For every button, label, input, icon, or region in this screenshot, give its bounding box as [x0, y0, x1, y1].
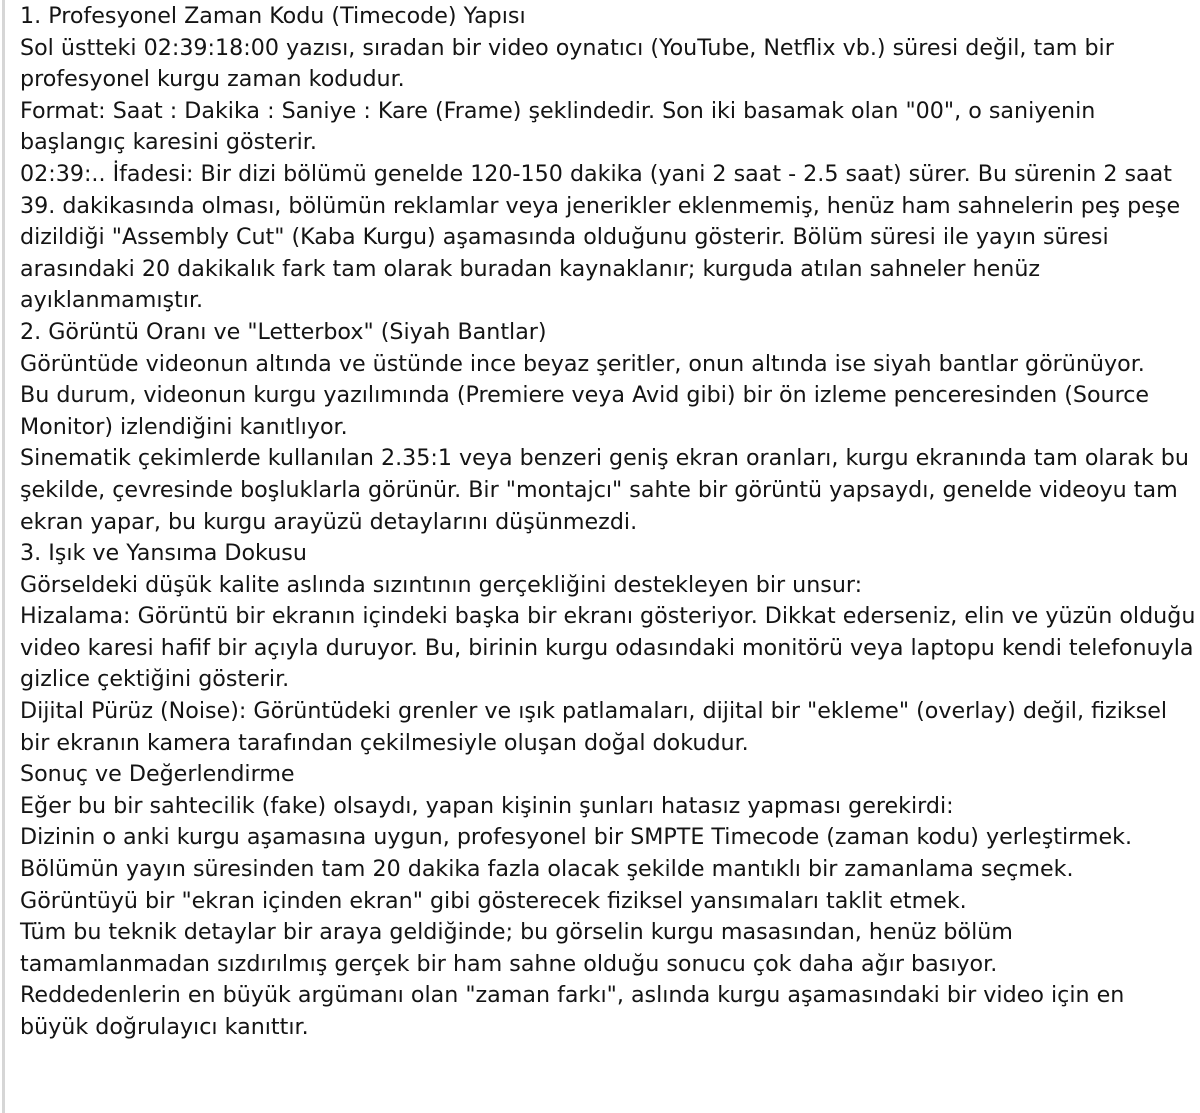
paragraph: Sol üstteki 02:39:18:00 yazısı, sıradan bir video oynatıcı (YouTube, Netflix vb.) süresi değil, tam bir profesyonel kurgu zaman kodudur.: [20, 34, 1114, 93]
paragraph: Görüntüde videonun altında ve üstünde ince beyaz şeritler, onun altında ise siyah bantlar görünüyor.: [20, 350, 1145, 377]
paragraph: Görüntüyü bir "ekran içinden ekran" gibi gösterecek fiziksel yansımaları taklit etmek.: [20, 887, 967, 914]
document-body: [20, 1, 1196, 1044]
paragraph: Reddedenlerin en büyük argümanı olan "zaman farkı", aslında kurgu aşamasındaki bir video için en büyük doğrulayıcı kanıttır.: [20, 982, 1125, 1040]
paragraph: Tüm bu teknik detaylar bir araya geldiğinde; bu görselin kurgu masasından, henüz bölüm tamamlanmadan sızdırılmış gerçek bir ham sahne olduğu sonucu çok daha ağır basıyor.: [20, 919, 1013, 977]
heading-timecode: 1. Profesyonel Zaman Kodu (Timecode) Yapısı: [20, 3, 526, 29]
paragraph: Eğer bu bir sahtecilik (fake) olsaydı, yapan kişinin şunları hatasız yapması gerekirdi:: [20, 792, 954, 819]
quote-rule: [2, 0, 5, 1113]
heading-conclusion: Sonuç ve Değerlendirme: [20, 761, 295, 788]
paragraph: Dizinin o anki kurgu aşamasına uygun, profesyonel bir SMPTE Timecode (zaman kodu) yerleştirmek.: [20, 824, 1133, 851]
paragraph: Görseldeki düşük kalite aslında sızıntının gerçekliğini destekleyen bir unsur:: [20, 571, 863, 598]
paragraph: Format: Saat : Dakika : Saniye : Kare (Frame) şeklindedir. Son iki basamak olan "00", o saniyenin başlangıç karesini gösterir.: [20, 97, 1096, 156]
heading-light-reflection: 3. Işık ve Yansıma Dokusu: [20, 540, 307, 567]
paragraph: Bu durum, videonun kurgu yazılımında (Premiere veya Avid gibi) bir ön izleme penceresinden (Source Monitor) izlendiğini kanıtlıyor.: [20, 382, 1150, 440]
paragraph: Bölümün yayın süresinden tam 20 dakika fazla olacak şekilde mantıklı bir zamanlama seçmek.: [20, 856, 1074, 883]
paragraph: Sinematik çekimlerde kullanılan 2.35:1 veya benzeri geniş ekran oranları, kurgu ekranında tam olarak bu şekilde, çevresinde boşluklarla görünür. Bir "montajcı" sahte bir görüntü yapsaydı, genelde videoyu tam ekran yapar, bu kurgu arayüzü detaylarını düşünmezdi.: [20, 445, 1189, 535]
heading-aspect-ratio: 2. Görüntü Oranı ve "Letterbox" (Siyah Bantlar): [20, 318, 547, 345]
paragraph: Dijital Pürüz (Noise): Görüntüdeki grenler ve ışık patlamaları, dijital bir "ekleme" (overlay) değil, fiziksel bir ekranın kamera tarafından çekilmesiyle oluşan doğal dokudur.: [20, 698, 1168, 756]
paragraph: 02:39:.. İfadesi: Bir dizi bölümü genelde 120-150 dakika (yani 2 saat - 2.5 saat) sürer. Bu sürenin 2 saat 39. dakikasında olması, bölümün reklamlar veya jenerikler eklenmemiş, henüz ham sahnelerin peş peşe dizildiği "Assembly Cut" (Kaba Kurgu) aşamasında olduğunu gösterir. Bölüm süresi ile yayın süresi arasındaki 20 dakikalık fark tam olarak buradan kaynaklanır; kurguda atılan sahneler henüz ayıklanmamıştır.: [20, 160, 1181, 314]
paragraph: Hizalama: Görüntü bir ekranın içindeki başka bir ekranı gösteriyor. Dikkat ederseniz, elin ve yüzün olduğu video karesi hafif bir açıyla duruyor. Bu, birinin kurgu odasındaki monitörü veya laptopu kendi telefonuyla gizlice çektiğini gösterir.: [20, 603, 1196, 693]
